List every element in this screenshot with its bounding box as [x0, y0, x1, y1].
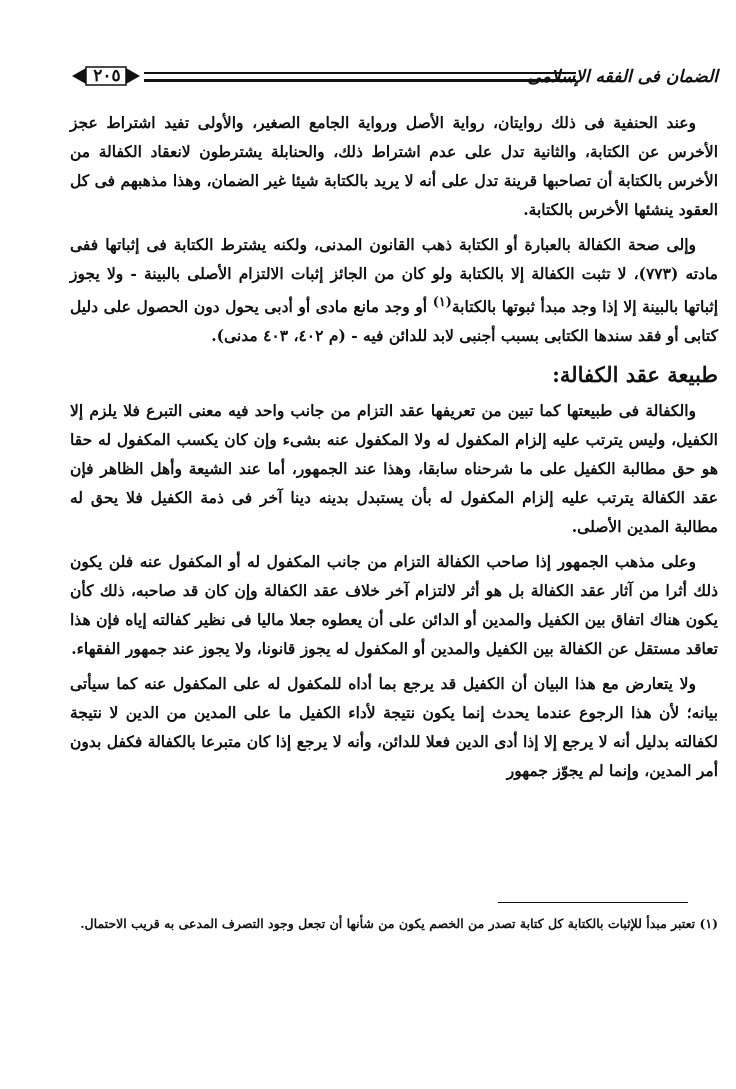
paragraph [70, 230, 718, 350]
footnote-reference: (١) [432, 295, 452, 310]
main-text [70, 108, 718, 785]
footnote-rule [498, 902, 688, 903]
paragraph [70, 396, 718, 541]
paragraph [70, 669, 718, 785]
footnote-marker: (١) [699, 916, 718, 931]
section-heading: طبيعة عقد الكفالة: [552, 362, 718, 388]
footnote [70, 912, 718, 936]
paragraph [70, 547, 718, 663]
running-header [70, 64, 718, 92]
paragraph-text: وعلى مذهب الجمهور إذا صاحب الكفالة التزام من جانب المكفول له أو المكفول عنه فلن يكون ذلك أثرا من آثار عقد الكفالة بل هو أثر لالتزام آخر خلاف عقد الكفالة وإن كان قد صاحبه، ذلك كأن يكون هناك اتفاق بين الكفيل والمدين أو الدائن على أن يعطوه جعلا ماليا فى نظير كفالته إياه فإن هذا تعاقد مستقل عن الكفالة بين الكفيل والمدين أو المكفول له يجوز قانونا، ولا يجوز عند جمهور الفقهاء. [70, 552, 718, 659]
header-rule [144, 72, 576, 82]
paragraph-text: وإلى صحة الكفالة بالعبارة أو الكتابة ذهب القانون المدنى، ولكنه يشترط الكتابة فى إثباتها ففى مادته (٧٧٣)، لا تثبت الكفالة إلا بالكتابة ولو كان من الجائز إثبات الالتزام الأصلى بالبينة - ولا يجوز إثباتها بالبينة إلا إذا وجد مبدأ ثبوتها بالكتابة [70, 235, 718, 317]
paragraph-text: والكفالة فى طبيعتها كما تبين من تعريفها عقد التزام من جانب واحد فيه معنى التبرع فلا يلزم إلا الكفيل، وليس يترتب عليه إلزام المكفول له ولا المكفول عنه بشىء وإن كان يكسب المكفول له حقا هو حق مطالبة الكفيل على ما شرحناه سابقا، وهذا عند الجمهور، أما عند الشيعة وأهل الظاهر فإن عقد الكفالة يترتب عليه إلزام المكفول له بأن يستبدل بدينه دينا آخر فى ذمة الكفيل فلا يحق له مطالبة المدين الأصلى. [70, 401, 718, 537]
page-number: ٢٠٥ [93, 66, 121, 86]
footnote-text: تعتبر مبدأ للإثبات بالكتابة كل كتابة تصدر من الخصم يكون من شأنها أن تجعل وجود التصرف المدعى به قريب الاحتمال. [80, 916, 696, 931]
paragraph-text: وعند الحنفية فى ذلك روايتان، رواية الأصل ورواية الجامع الصغير، والأولى تفيد اشتراط عجز الأخرس عن الكتابة، والثانية تدل على عدم اشتراط ذلك، والحنابلة يشترطون لانعقاد الكفالة من الأخرس بالكتابة أن تصاحبها قرينة تدل على أنه لا يريد بالكتابة شيئا غير الضمان، وهذا مذهبهم فى كل العقود ينشئها الأخرس بالكتابة. [70, 113, 718, 219]
page-number-frame [70, 64, 142, 88]
paragraph [70, 108, 718, 224]
paragraph-text: ولا يتعارض مع هذا البيان أن الكفيل قد يرجع بما أداه للمكفول له على المكفول عنه كما سيأتى بيانه؛ لأن هذا الرجوع عندما يحدث إنما يكون نتيجة لأداء الكفيل ما على المدين من الدين لا نتيجة لكفالته بدليل أنه لا يرجع إلا إذا أدى الدين فعلا للدائن، وأنه لا يرجع إذا كان متبرعا بالكفالة فكفل بدون أمر المدين، وإنما لم يجوّز جمهور [70, 674, 718, 781]
running-title: الضمان فى الفقه الإسلامى [527, 67, 718, 87]
paragraph-text-continued: أو وجد مانع مادى أو أدبى يحول دون الحصول على دليل كتابى أو فقد سندها الكتابى بسبب أجنبى لابد للدائن فيه - (م ٤٠٢، ٤٠٣ مدنى). [70, 297, 718, 346]
